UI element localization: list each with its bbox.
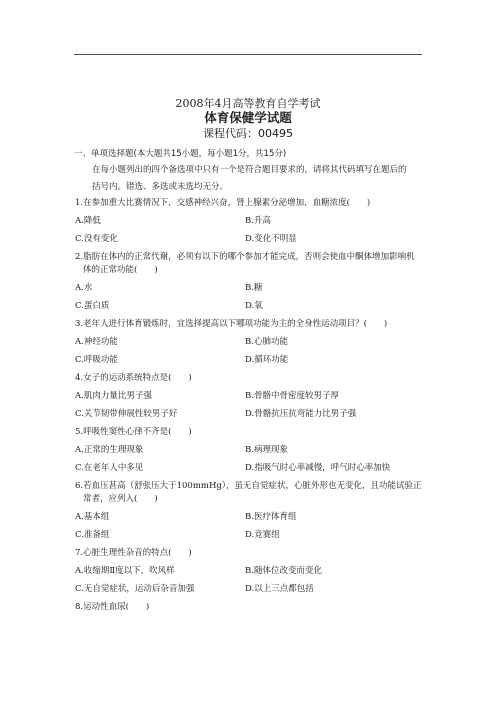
option-row (75, 462, 425, 475)
section-instruction-line-2: 括号内。错选、多选或未选均无分。 (92, 182, 229, 192)
option-row (75, 354, 425, 367)
question-stem-line: 常者，应列入( ) (83, 494, 158, 504)
answer-option: B.病理现象 (245, 445, 288, 455)
answer-option: D.氧 (245, 301, 263, 311)
answer-option: A.基本组 (75, 512, 110, 522)
answer-option: D.竞赛组 (245, 530, 280, 540)
option-row (75, 565, 425, 578)
option-row (75, 233, 425, 246)
section-title: 一、单项选择题(本大题共15小题，每小题1分，共15分) (74, 149, 287, 159)
question-stem-line: 1.在参加重大比赛情况下，交感神经兴奋，肾上腺素分泌增加，血糖浓度( ) (75, 198, 371, 208)
question-stem-line: 5.呼吸性窦性心律不齐是( ) (75, 427, 192, 437)
answer-option: B.随体位改变而变化 (245, 566, 322, 576)
answer-option: B.医疗体育组 (245, 512, 297, 522)
answer-option: C.蛋白质 (75, 301, 110, 311)
answer-option: D.指吸气时心率减慢，呼气时心率加快 (245, 463, 391, 473)
exam-title: 2008年4月高等教育自学考试 (175, 97, 321, 110)
answer-option: D.循环功能 (245, 355, 289, 365)
question-stem (75, 547, 425, 560)
section-instruction-line-1: 在每小题列出的四个备选项中只有一个是符合题目要求的，请将其代码填写在题后的 (92, 165, 407, 175)
question-6 (75, 480, 425, 542)
answer-option: D.以上三点都包括 (245, 584, 314, 594)
question-4 (75, 372, 425, 421)
question-stem-line: 8.运动性血尿( ) (75, 602, 150, 612)
top-rule (74, 54, 422, 55)
answer-option: A.神经功能 (75, 337, 118, 347)
option-row (75, 215, 425, 228)
question-stem-line: 3.老年人进行体育锻炼时，宜选择提高以下哪项功能为主的全身性运动项目？( ) (75, 319, 388, 329)
answer-option: D.变化不明显 (245, 234, 297, 244)
question-3 (75, 318, 425, 367)
question-stem (75, 318, 425, 331)
answer-option: B.升高 (245, 216, 271, 226)
option-row (75, 529, 425, 542)
question-stem-line: 6.若血压甚高（舒张压大于100mmHg），虽无自觉症状，心脏外形也无变化，且功能试验正 (75, 481, 422, 491)
question-5 (75, 426, 425, 475)
answer-option: A.降低 (75, 216, 101, 226)
option-row (75, 282, 425, 295)
answer-option: B.心肺功能 (245, 337, 288, 347)
question-7 (75, 547, 425, 596)
option-row (75, 444, 425, 457)
option-row (75, 408, 425, 421)
question-stem-line: 体的正常功能( ) (83, 265, 158, 275)
answer-option: C.在老年人中多见 (75, 463, 144, 473)
option-row (75, 511, 425, 524)
question-list (75, 197, 425, 619)
question-1 (75, 197, 425, 246)
question-stem (75, 372, 425, 385)
question-stem (75, 251, 425, 277)
question-stem-line: 4.女子的运动系统特点是( ) (75, 373, 192, 383)
option-row (75, 390, 425, 403)
question-stem-line: 2.脂肪在体内的正常代谢，必须有以下的哪个参加才能完成，否则会使血中酮体增加影响机 (75, 252, 415, 262)
question-stem-line: 7.心脏生理性杂音的特点( ) (75, 548, 192, 558)
question-stem (75, 480, 425, 506)
answer-option: C.没有变化 (75, 234, 118, 244)
answer-option: A.正常的生理现象 (75, 445, 144, 455)
option-row (75, 300, 425, 313)
question-2 (75, 251, 425, 313)
answer-option: C.呼吸功能 (75, 355, 118, 365)
option-row (75, 336, 425, 349)
answer-option: B.骨骼中骨密度较男子厚 (245, 391, 339, 401)
answer-option: C.关节韧带伸展性较男子好 (75, 409, 178, 419)
answer-option: B.糖 (245, 283, 263, 293)
question-stem (75, 197, 425, 210)
question-8 (75, 601, 425, 614)
answer-option: C.无自觉症状，运动后杂音加强 (75, 584, 195, 594)
question-stem (75, 601, 425, 614)
answer-option: A.肌肉力量比男子强 (75, 391, 152, 401)
answer-option: A.收缩期Ⅱ度以下，吹风样 (75, 566, 175, 576)
course-code: 课程代码：00495 (203, 127, 293, 140)
question-stem (75, 426, 425, 439)
answer-option: D.骨骼抗压抗弯能力比男子强 (245, 409, 357, 419)
answer-option: A.水 (75, 283, 93, 293)
answer-option: C.准备组 (75, 530, 110, 540)
subject-title: 体育保健学试题 (204, 110, 292, 125)
option-row (75, 583, 425, 596)
